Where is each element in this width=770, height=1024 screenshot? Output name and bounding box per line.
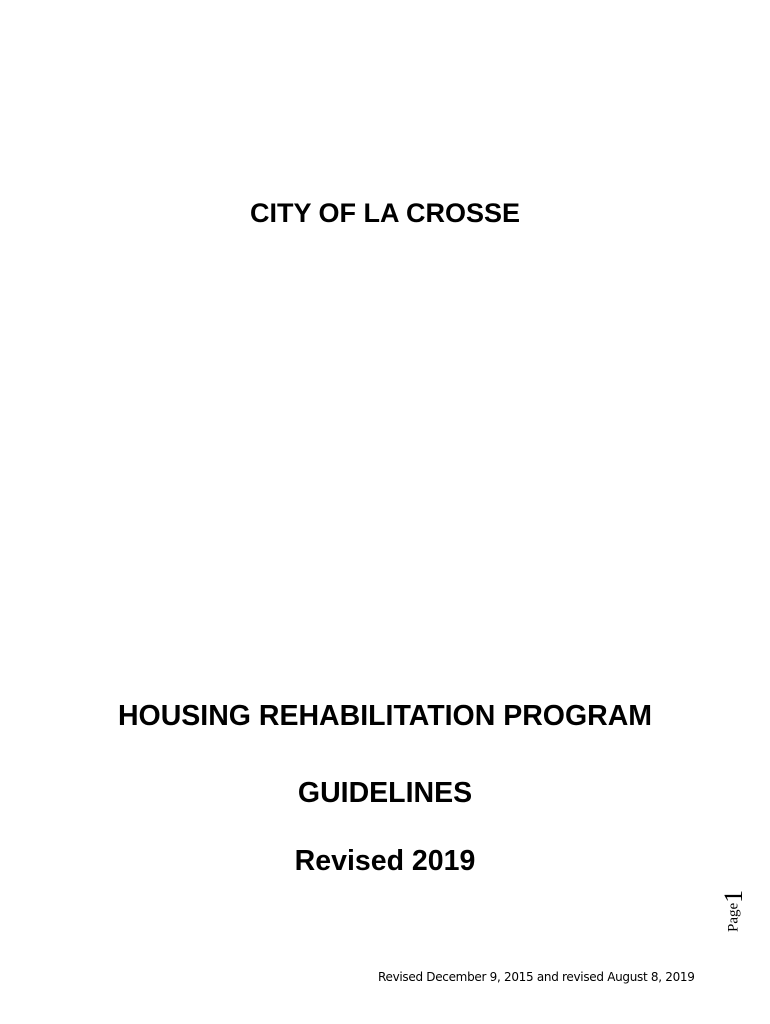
revision-footer-note: Revised December 9, 2015 and revised August 8, 2019 [378, 970, 695, 984]
guidelines-heading: GUIDELINES [297, 777, 473, 809]
city-title: CITY OF LA CROSSE [249, 198, 521, 228]
page-number-marker [719, 872, 749, 932]
page-number: 1 [719, 889, 748, 903]
page-label: Page [725, 902, 742, 932]
revised-year-heading: Revised 2019 [294, 845, 476, 877]
program-title: HOUSING REHABILITATION PROGRAM [117, 700, 653, 732]
